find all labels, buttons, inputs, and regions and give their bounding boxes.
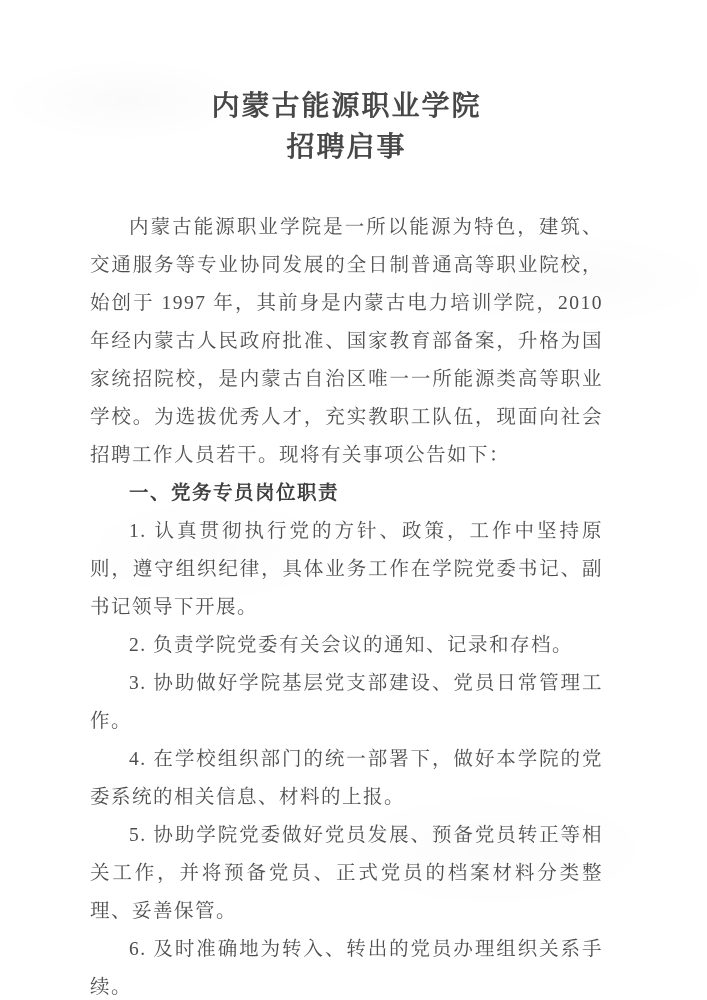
title-line-2: 招聘启事 <box>286 132 407 163</box>
paragraph: 1. 认真贯彻执行党的方针、政策，工作中坚持原则，遵守组织纪律，具体业务工作在学院党委书记、副书记领导下开展。 <box>90 521 603 618</box>
paragraph: 6. 及时准确地为转入、转出的党员办理组织关系手续。 <box>90 939 603 998</box>
paragraph: 3. 协助做好学院基层党支部建设、党员日常管理工作。 <box>90 673 603 732</box>
paragraph: 内蒙古能源职业学院是一所以能源为特色，建筑、交通服务等专业协同发展的全日制普通高等职业院校，始创于 1997 年，其前身是内蒙古电力培训学院，2010 年经内蒙古人民政府批准、国家教育部备案，升格为国家统招院校，是内蒙古自治区唯一一所能源类高等职业学校。为选拔优秀人才，充实教职工队伍，现面向社会招聘工作人员若干。现将有关事项公告如下： <box>90 217 603 466</box>
document-body <box>90 209 603 1000</box>
paragraph: 5. 协助学院党委做好党员发展、预备党员转正等相关工作，并将预备党员、正式党员的档案材料分类整理、妥善保管。 <box>90 825 603 922</box>
title-line-1: 内蒙古能源职业学院 <box>211 91 482 122</box>
paragraph: 2. 负责学院党委有关会议的通知、记录和存档。 <box>129 635 574 656</box>
document-title <box>90 86 603 168</box>
section-heading: 一、党务专员岗位职责 <box>129 483 340 504</box>
paragraph: 4. 在学校组织部门的统一部署下，做好本学院的党委系统的相关信息、材料的上报。 <box>90 749 603 808</box>
